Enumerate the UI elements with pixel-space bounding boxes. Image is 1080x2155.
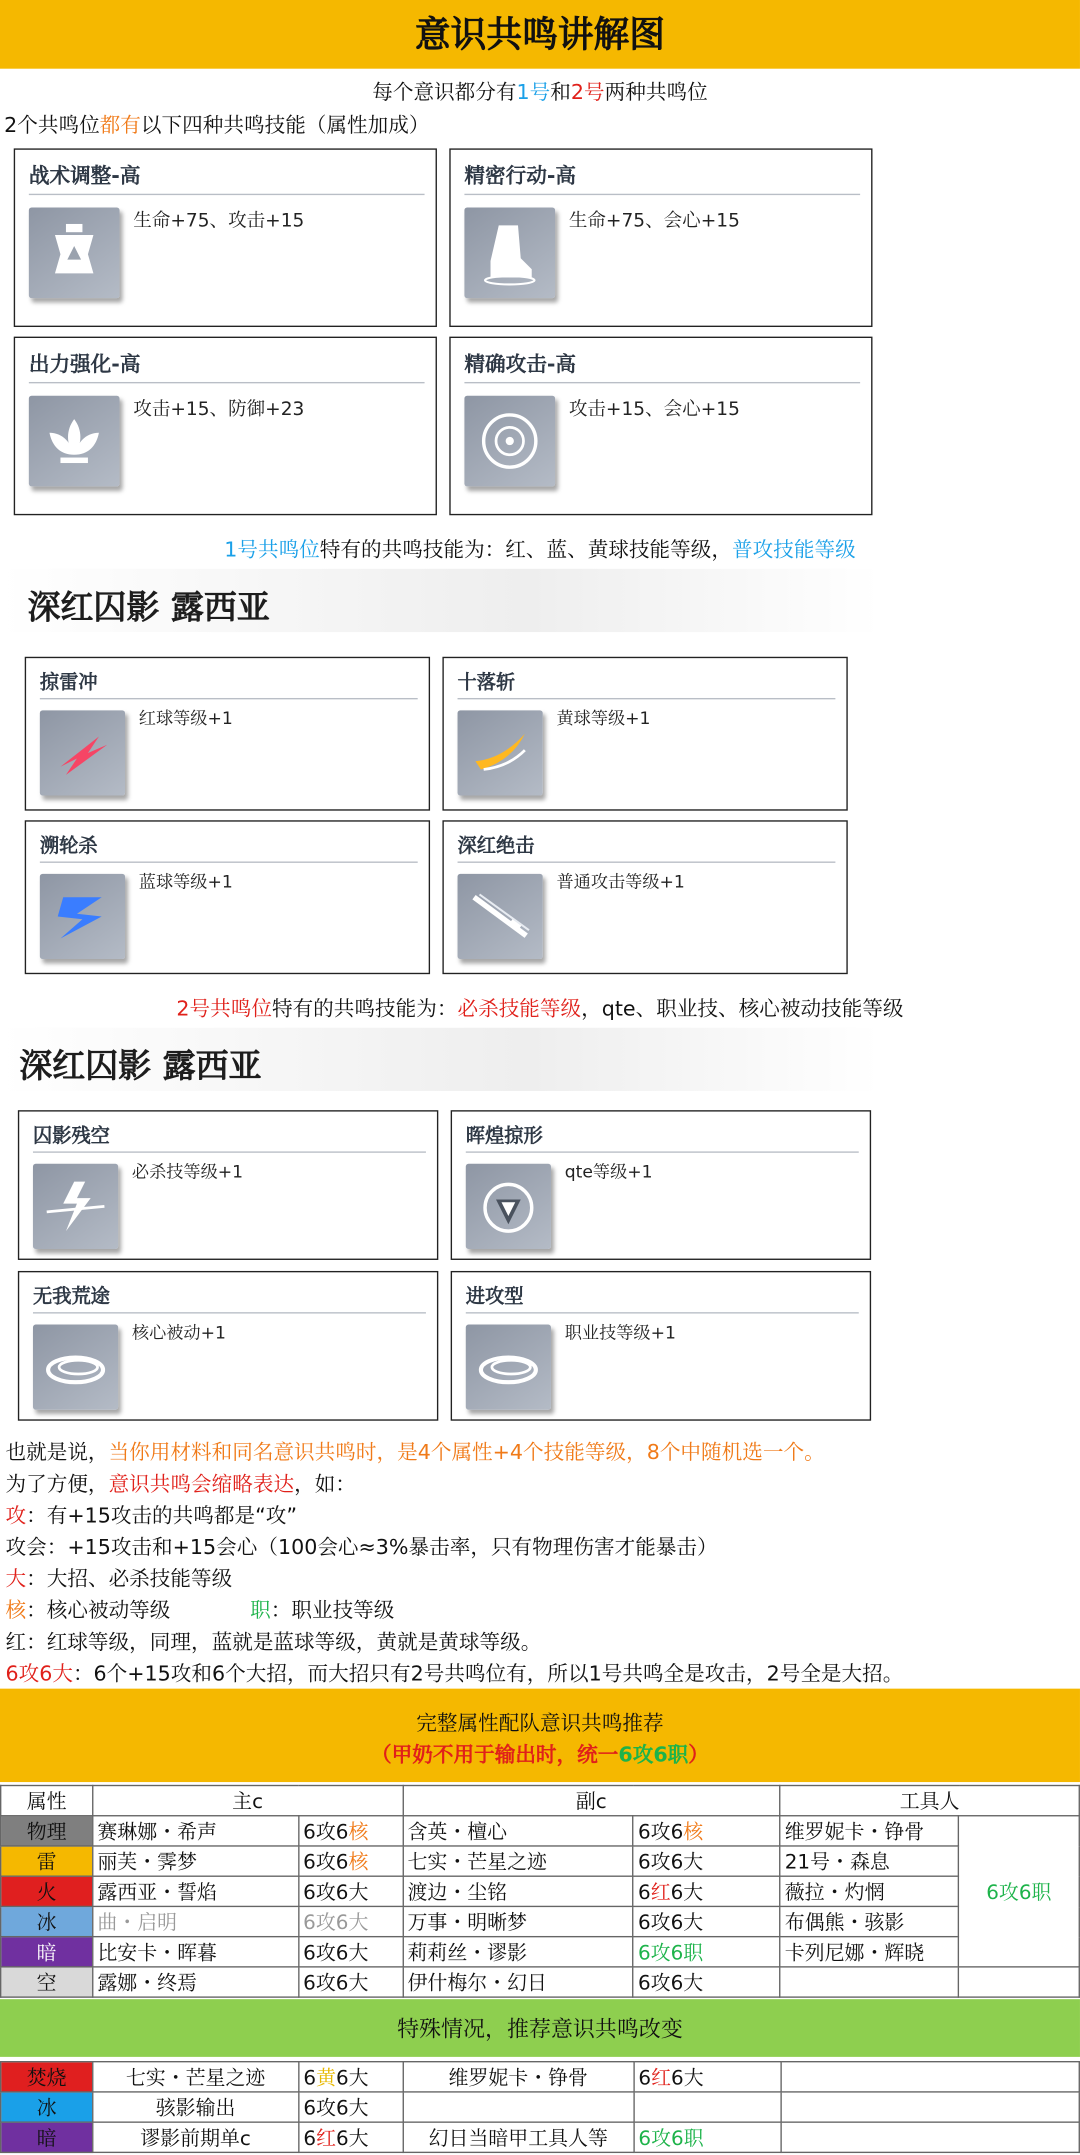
tool-name: 卡列尼娜・辉晓 — [780, 1937, 959, 1967]
result-emphasis: 核 — [348, 1852, 369, 1875]
card-divider — [464, 194, 860, 195]
result-text: 6攻6大 — [638, 1973, 704, 1996]
card-divider — [466, 1312, 859, 1313]
subtitle-emphasis: 6攻6职 — [618, 1742, 689, 1767]
result-cell — [633, 1816, 780, 1846]
armor-icon — [29, 207, 120, 298]
note-text: 也就是说， — [5, 1439, 109, 1465]
intro-text: 以下四种共鸣技能（属性加成） — [140, 112, 430, 138]
card-divider — [29, 382, 425, 383]
header-main: 主c — [93, 1786, 403, 1816]
sub-c-name: 伊什梅尔・幻日 — [403, 1967, 634, 1997]
card-desc: 必杀技等级+1 — [131, 1161, 244, 1182]
lightning-icon — [33, 1164, 118, 1249]
slot2-text: ，qte、职业技、核心被动技能等级 — [581, 996, 904, 1021]
intro-emphasis: 都有 — [99, 112, 141, 138]
subtitle-text: ） — [688, 1742, 709, 1767]
slot2-emphasis: 必杀技能等级 — [457, 996, 582, 1021]
lotus-icon — [29, 396, 120, 487]
main-c-name: 谬影前期单c — [93, 2122, 299, 2152]
attr-cell: 暗 — [1, 1937, 93, 1967]
result-text: 6攻6大 — [303, 1882, 369, 1905]
result-cell — [634, 2092, 781, 2122]
main-c-name: 七实・芒星之迹 — [93, 2062, 299, 2092]
result-text: 6大 — [335, 2128, 369, 2151]
subtitle-text: （甲奶不用于输出时，统一 — [371, 1742, 619, 1767]
sub-c-name: 幻日当暗甲工具人等 — [403, 2122, 634, 2152]
result-cell — [633, 1967, 780, 1997]
card-title: 精密行动-高 — [464, 163, 577, 189]
card-title: 战术调整-高 — [28, 163, 141, 189]
attr-cell: 暗 — [1, 2122, 93, 2152]
note-text: ：核心被动等级 — [26, 1597, 171, 1623]
card-desc: 黄球等级+1 — [556, 707, 651, 729]
card-divider — [33, 1151, 426, 1152]
main-c-name: 比安卡・晖暮 — [93, 1937, 299, 1967]
sub-c-name: 维罗妮卡・铮骨 — [403, 2062, 634, 2092]
note-line — [5, 1595, 394, 1624]
result-cell — [299, 2122, 403, 2152]
card-title: 掠雷冲 — [39, 671, 98, 694]
sub-c-name: 七实・芒星之迹 — [403, 1846, 634, 1876]
sub-c-name: 万事・明晰梦 — [403, 1906, 634, 1936]
result-text: 6攻6职 — [638, 1942, 704, 1965]
sub-c-name: 含英・檀心 — [403, 1816, 634, 1846]
skill-card — [442, 820, 847, 974]
main-c-name: 露西亚・誓焰 — [93, 1876, 299, 1906]
table-row — [1, 2122, 1080, 2152]
result-text: 6攻6大 — [303, 1973, 369, 1996]
card-desc: 攻击+15、会心+15 — [568, 398, 740, 421]
card-divider — [458, 698, 836, 699]
note-key: 核 — [5, 1597, 27, 1623]
skill-card — [451, 1271, 871, 1421]
note-text: ：大招、必杀技能等级 — [26, 1566, 233, 1592]
character-name: 深红囚影 露西亚 — [27, 588, 270, 627]
tool-name: 薇拉・灼惘 — [780, 1876, 959, 1906]
note-line — [5, 1469, 355, 1498]
result-cell — [633, 1876, 780, 1906]
skill-card — [25, 657, 430, 811]
skill-card — [18, 1271, 438, 1421]
swirl-icon — [33, 1325, 118, 1410]
intro-line-2 — [4, 110, 429, 139]
card-desc: 普通攻击等级+1 — [556, 871, 685, 892]
attr-card — [14, 148, 437, 327]
sub-c-name: 渡边・尘铭 — [403, 1876, 634, 1906]
attr-cell: 空 — [1, 1967, 93, 1997]
result-emphasis: 核 — [348, 1821, 369, 1844]
note-text: ，如： — [294, 1471, 356, 1497]
red-slash-icon — [40, 710, 125, 795]
attr-cell: 焚烧 — [1, 2062, 93, 2092]
note-text: ：职业技等级 — [270, 1597, 395, 1623]
result-cell — [633, 1937, 780, 1967]
result-text: 6攻6大 — [638, 1852, 704, 1875]
note-line: 攻会：+15攻击和+15会心（100会心≈3%暴击率，只有物理伤害才能暴击） — [5, 1534, 718, 1560]
card-divider — [33, 1312, 426, 1313]
recommend-subtitle — [0, 1739, 1080, 1768]
blue-slash-icon — [40, 874, 125, 959]
note-key: 职 — [250, 1597, 271, 1623]
header-tool: 工具人 — [780, 1786, 1079, 1816]
table-row — [1, 1846, 1080, 1876]
table-row — [1, 2092, 1080, 2122]
tool-name: 21号・森息 — [780, 1846, 959, 1876]
result-cell — [299, 2062, 403, 2092]
table-row — [1, 1876, 1080, 1906]
attr-cell: 雷 — [1, 1846, 93, 1876]
attr-cell: 冰 — [1, 1906, 93, 1936]
result-text: 6 — [638, 1882, 651, 1905]
attr-cell: 火 — [1, 1876, 93, 1906]
main-c-name: 露娜・终焉 — [93, 1967, 299, 1997]
skill-card — [442, 657, 847, 811]
note-text: 为了方便， — [5, 1471, 109, 1497]
card-desc: 红球等级+1 — [138, 707, 233, 729]
result-cell — [633, 1906, 780, 1936]
attr-card — [449, 337, 872, 516]
card-divider — [40, 861, 418, 862]
recommend-header — [0, 1689, 1080, 1782]
skill-card — [18, 1110, 438, 1260]
note-text: ：有+15攻击的共鸣都是“攻” — [26, 1503, 298, 1528]
crosshair-icon — [464, 396, 555, 487]
result-emphasis: 黄 — [316, 2067, 336, 2090]
sub-c-name: 莉莉丝・谬影 — [403, 1937, 634, 1967]
slot1-label: 1号 — [516, 79, 551, 105]
result-cell — [634, 2062, 781, 2092]
card-title: 出力强化-高 — [28, 351, 141, 377]
skill-card — [451, 1110, 871, 1260]
result-text: 6攻6大 — [638, 1912, 704, 1935]
result-text: 6攻6大 — [303, 2098, 369, 2121]
note-line: 红：红球等级，同理，蓝就是蓝球等级，黄就是黄球等级。 — [5, 1629, 542, 1655]
note-line — [5, 1437, 824, 1466]
recommend-table — [0, 1785, 1080, 1998]
note-key: 攻 — [5, 1503, 27, 1528]
card-divider — [466, 1151, 859, 1152]
empty-cell — [780, 2122, 1079, 2152]
header-attr: 属性 — [1, 1786, 93, 1816]
card-desc: 生命+75、会心+15 — [568, 210, 740, 233]
note-emphasis: 意识共鸣会缩略表达 — [108, 1471, 295, 1497]
page-title: 意识共鸣讲解图 — [0, 0, 1080, 69]
result-cell — [633, 1846, 780, 1876]
intro-text: 每个意识都分有 — [372, 79, 517, 105]
note-line — [5, 1500, 297, 1529]
card-title: 深红绝击 — [457, 835, 535, 858]
slot2-desc — [0, 993, 1080, 1022]
tool-name: 维罗妮卡・铮骨 — [780, 1816, 959, 1846]
result-cell — [298, 1846, 402, 1876]
note-key: 6攻6大 — [5, 1661, 73, 1686]
slot1-desc — [0, 534, 1080, 563]
main-c-name: 赛琳娜・希声 — [93, 1816, 299, 1846]
result-cell — [298, 1937, 402, 1967]
intro-text: 和 — [550, 79, 571, 105]
special-header: 特殊情况，推荐意识共鸣改变 — [0, 1999, 1080, 2057]
attr-cell: 冰 — [1, 2092, 93, 2122]
slot1-emphasis: 普攻技能等级 — [732, 537, 856, 562]
card-title: 囚影残空 — [32, 1125, 110, 1148]
result-cell — [299, 2092, 403, 2122]
result-cell — [298, 1876, 402, 1906]
intro-text: 2个共鸣位 — [4, 112, 100, 138]
main-c-name: 丽芙・霁梦 — [93, 1846, 299, 1876]
result-cell — [298, 1816, 402, 1846]
character-banner — [0, 1028, 879, 1091]
note-line — [5, 1564, 232, 1593]
card-title: 十落斩 — [457, 671, 516, 694]
result-text: 6大 — [670, 1882, 704, 1905]
note-key: 大 — [5, 1566, 27, 1592]
card-divider — [40, 698, 418, 699]
card-title: 进攻型 — [465, 1286, 524, 1309]
special-table — [0, 2061, 1080, 2153]
result-text: 6攻6 — [303, 1852, 349, 1875]
result-text: 6大 — [335, 2067, 369, 2090]
result-text: 6 — [303, 2128, 317, 2151]
character-banner — [0, 569, 879, 632]
result-text: 6大 — [671, 2067, 704, 2090]
sword-icon — [458, 874, 543, 959]
character-name: 深红囚影 露西亚 — [19, 1046, 262, 1086]
result-text: 6攻6大 — [303, 1912, 369, 1935]
table-row — [1, 1906, 1080, 1936]
card-divider — [464, 382, 860, 383]
result-text: 6攻6 — [638, 1821, 684, 1844]
note-emphasis: 当你用材料和同名意识共鸣时，是4个属性+4个技能等级，8个中随机选一个。 — [108, 1439, 825, 1465]
tool-name: 布偶熊・骇影 — [780, 1906, 959, 1936]
attr-card — [449, 148, 872, 327]
slot2-label: 2号 — [570, 79, 605, 105]
boot-icon — [464, 207, 555, 298]
result-emphasis: 红 — [650, 1882, 671, 1905]
card-title: 无我荒途 — [32, 1286, 110, 1309]
empty-cell — [958, 1967, 1079, 1997]
card-divider — [458, 861, 836, 862]
card-desc: 攻击+15、防御+23 — [133, 398, 305, 421]
result-text: 6攻6 — [303, 1821, 349, 1844]
slot2-label: 2号共鸣位 — [176, 996, 272, 1021]
slot2-text: 特有的共鸣技能为： — [271, 996, 458, 1021]
yellow-slash-icon — [458, 710, 543, 795]
attr-card — [14, 337, 437, 516]
result-cell — [634, 2122, 781, 2152]
note-line — [5, 1658, 903, 1687]
skill-card — [25, 820, 430, 974]
card-divider — [29, 194, 425, 195]
table-row — [1, 1937, 1080, 1967]
result-emphasis: 红 — [316, 2128, 336, 2151]
result-text: 6 — [638, 2067, 652, 2090]
sub-c-name — [403, 2092, 634, 2122]
result-cell — [298, 1906, 402, 1936]
result-text: 6攻6职 — [638, 2128, 704, 2151]
tool-name — [780, 1967, 959, 1997]
result-emphasis: 红 — [651, 2067, 672, 2090]
table-row — [1, 2062, 1080, 2092]
table-header-row — [1, 1786, 1080, 1816]
result-cell — [298, 1967, 402, 1997]
card-desc: 生命+75、攻击+15 — [133, 210, 305, 233]
recommend-title: 完整属性配队意识共鸣推荐 — [416, 1710, 664, 1736]
card-desc: 蓝球等级+1 — [138, 871, 233, 892]
card-desc: 核心被动+1 — [131, 1321, 226, 1343]
slot1-label: 1号共鸣位 — [224, 537, 320, 562]
result-emphasis: 核 — [683, 1821, 704, 1844]
tool-result: 6攻6职 — [958, 1816, 1079, 1967]
triangle-emblem-icon — [466, 1164, 551, 1249]
card-desc: 职业技等级+1 — [564, 1321, 676, 1343]
card-desc: qte等级+1 — [564, 1161, 653, 1182]
header-sub: 副c — [403, 1786, 780, 1816]
card-title: 溯轮杀 — [39, 835, 98, 858]
table-row — [1, 1967, 1080, 1997]
main-c-name: 曲・启明 — [93, 1906, 299, 1936]
table-row — [1, 1816, 1080, 1846]
note-text: ：6个+15攻和6个大招，而大招只有2号共鸣位有，所以1号共鸣全是攻击，2号全是大招。 — [72, 1661, 904, 1686]
card-title: 晖煌掠形 — [465, 1125, 543, 1148]
slot1-text: 特有的共鸣技能为：红、蓝、黄球技能等级， — [319, 537, 733, 562]
empty-cell — [780, 2092, 1079, 2122]
attr-cell: 物理 — [1, 1816, 93, 1846]
empty-cell — [780, 2062, 1079, 2092]
main-c-name: 骇影输出 — [93, 2092, 299, 2122]
result-text: 6攻6大 — [303, 1942, 369, 1965]
swirl-icon — [466, 1325, 551, 1410]
card-title: 精确攻击-高 — [464, 351, 577, 377]
intro-text: 两种共鸣位 — [604, 79, 708, 105]
result-text: 6 — [303, 2067, 317, 2090]
intro-line-1 — [0, 77, 1080, 106]
